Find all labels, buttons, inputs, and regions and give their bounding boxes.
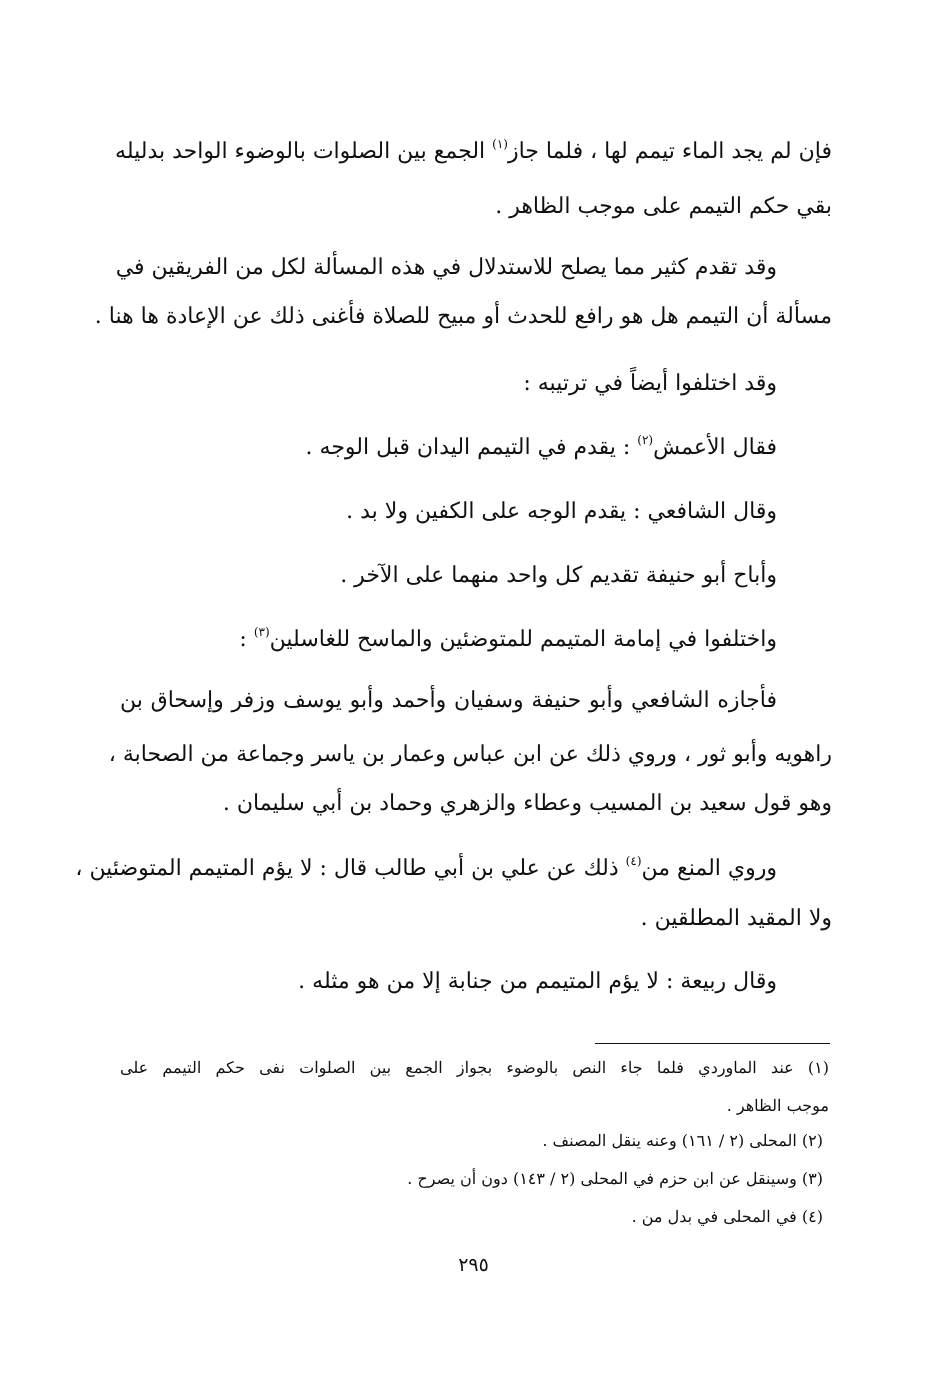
text-segment: وروي المنع من: [641, 856, 777, 881]
footnote-ref-4: (٤): [625, 853, 642, 868]
paragraph-3: وقد اختلفوا أيضاً في ترتيبه :: [523, 371, 777, 396]
paragraph-9-line-2: ولا المقيد المطلقين .: [640, 906, 832, 931]
footnote-separator: [595, 1043, 830, 1044]
text-segment: ذلك عن علي بن أبي طالب قال : لا يؤم المتيمم المتوضئين ،: [75, 856, 626, 881]
paragraph-8-line-3: وهو قول سعيد بن المسيب وعطاء والزهري وحماد بن أبي سليمان .: [222, 791, 832, 816]
footnote-3: (٣) وسينقل عن ابن حزم في المحلى (٢ / ١٤٣) دون أن يصرح .: [407, 1169, 823, 1188]
text-segment: : يقدم في التيمم اليدان قبل الوجه .: [305, 435, 638, 460]
paragraph-2-line-2: مسألة أن التيمم هل هو رافع للحدث أو مبيح للصلاة فأغنى ذلك عن الإعادة ها هنا .: [94, 304, 832, 329]
paragraph-4: [120, 433, 777, 463]
text-segment: فقال الأعمش: [653, 435, 777, 460]
footnote-ref-3: (٣): [253, 624, 270, 639]
paragraph-1-line-1: [115, 136, 832, 167]
footnote-1-line-2: موجب الظاهر .: [726, 1096, 829, 1115]
footnote-4: (٤) في المحلى في بدل من .: [631, 1207, 823, 1226]
text-segment: الجمع بين الصلوات بالوضوء الواحد بدليله: [115, 139, 493, 164]
paragraph-8-line-1: فأجازه الشافعي وأبو حنيفة وسفيان وأحمد وأبو يوسف وزفر وإسحاق بن: [120, 688, 777, 713]
paragraph-2-line-1: وقد تقدم كثير مما يصلح للاستدلال في هذه المسألة لكل من الفريقين في: [115, 255, 777, 280]
footnote-ref-1: (١): [492, 136, 508, 151]
page-number: ٢٩٥: [458, 1254, 489, 1276]
text-segment: فإن لم يجد الماء تيمم لها ، فلما جاز: [507, 139, 832, 164]
paragraph-10: وقال ربيعة : لا يؤم المتيمم من جنابة إلا من هو مثله .: [298, 969, 777, 994]
footnote-ref-2: (٢): [637, 432, 654, 447]
paragraph-7: [120, 625, 777, 655]
text-segment: واختلفوا في إمامة المتيمم للمتوضئين والماسح للغاسلين: [269, 627, 777, 652]
paragraph-6: وأباح أبو حنيفة تقديم كل واحد منهما على الآخر .: [340, 563, 777, 588]
footnote-1-line-1: (١) عند الماوردي فلما جاء النص بالوضوء بجواز الجمع بين الصلوات نفى حكم التيمم على: [120, 1058, 829, 1077]
text-segment: :: [239, 627, 254, 652]
paragraph-9-line-1: [75, 853, 777, 884]
footnote-2: (٢) المحلى (٢ / ١٦١) وعنه ينقل المصنف .: [542, 1131, 823, 1150]
paragraph-8-line-2: راهويه وأبو ثور ، وروي ذلك عن ابن عباس وعمار بن ياسر وجماعة من الصحابة ،: [108, 742, 832, 767]
paragraph-1-line-2: بقي حكم التيمم على موجب الظاهر .: [495, 194, 832, 219]
paragraph-5: وقال الشافعي : يقدم الوجه على الكفين ولا بد .: [346, 499, 777, 524]
